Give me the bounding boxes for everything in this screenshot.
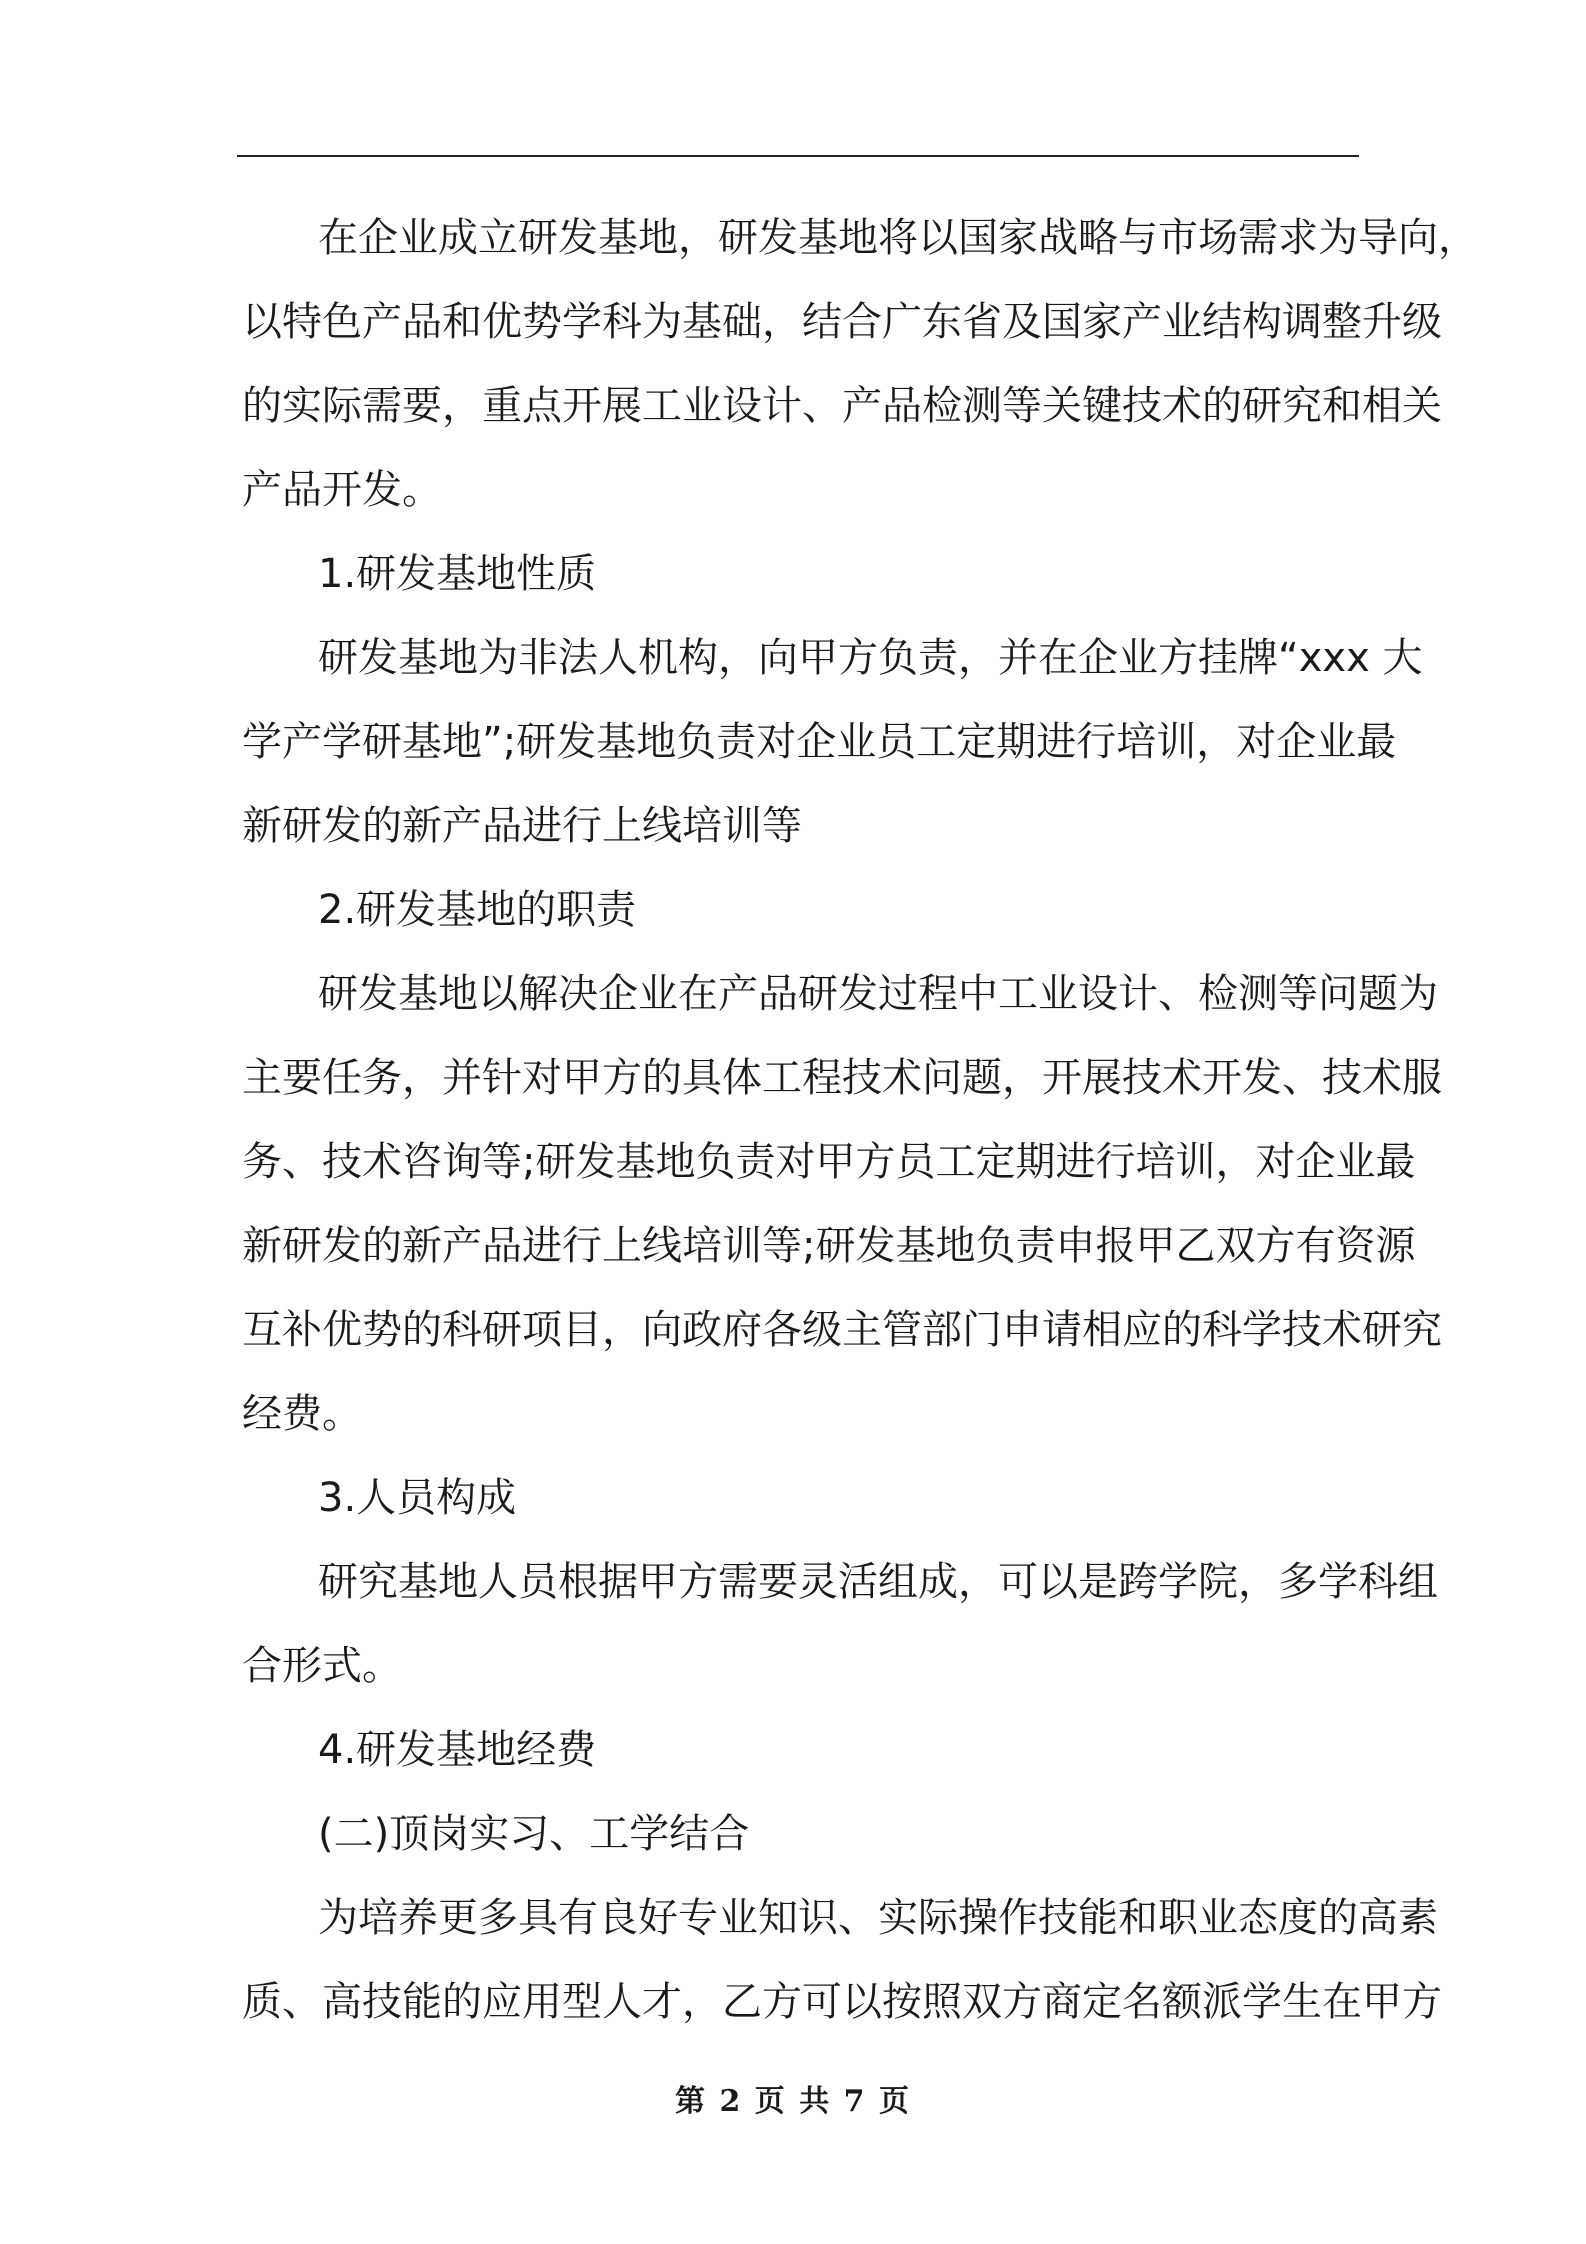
document-body xyxy=(242,196,1478,2044)
body-line: 主要任务，并针对甲方的具体工程技术问题，开展技术开发、技术服 xyxy=(242,1055,1442,1101)
body-line: 为培养更多具有良好专业知识、实际操作技能和职业态度的高素 xyxy=(318,1895,1438,1941)
body-line: 研究基地人员根据甲方需要灵活组成，可以是跨学院，多学科组 xyxy=(318,1559,1438,1605)
page-number: 第 2 页 共 7 页 xyxy=(675,2084,911,2119)
body-line: 务、技术咨询等;研发基地负责对甲方员工定期进行培训，对企业最 xyxy=(242,1139,1416,1185)
section-heading: (二)顶岗实习、工学结合 xyxy=(318,1811,750,1857)
body-line: 的实际需要，重点开展工业设计、产品检测等关键技术的研究和相关 xyxy=(242,383,1442,429)
body-line: 新研发的新产品进行上线培训等 xyxy=(242,803,802,849)
body-line: 以特色产品和优势学科为基础，结合广东省及国家产业结构调整升级 xyxy=(242,299,1442,345)
body-line: 研发基地为非法人机构，向甲方负责，并在企业方挂牌“xxx 大 xyxy=(318,635,1423,681)
body-line: 互补优势的科研项目，向政府各级主管部门申请相应的科学技术研究 xyxy=(242,1307,1442,1353)
section-heading: 2.研发基地的职责 xyxy=(318,887,637,933)
body-line: 质、高技能的应用型人才，乙方可以按照双方商定名额派学生在甲方 xyxy=(242,1979,1442,2025)
section-heading: 3.人员构成 xyxy=(318,1475,517,1521)
body-line: 研发基地以解决企业在产品研发过程中工业设计、检测等问题为 xyxy=(318,971,1438,1017)
body-line: 合形式。 xyxy=(242,1643,402,1689)
body-line: 学产学研基地”;研发基地负责对企业员工定期进行培训，对企业最 xyxy=(242,719,1397,765)
header-rule xyxy=(237,155,1359,157)
body-line: 新研发的新产品进行上线培训等;研发基地负责申报甲乙双方有资源 xyxy=(242,1223,1416,1269)
body-line: 在企业成立研发基地，研发基地将以国家战略与市场需求为导向， xyxy=(318,215,1478,261)
body-line: 经费。 xyxy=(242,1391,362,1437)
section-heading: 1.研发基地性质 xyxy=(318,551,597,597)
body-line: 产品开发。 xyxy=(242,467,442,513)
section-heading: 4.研发基地经费 xyxy=(318,1727,597,1773)
